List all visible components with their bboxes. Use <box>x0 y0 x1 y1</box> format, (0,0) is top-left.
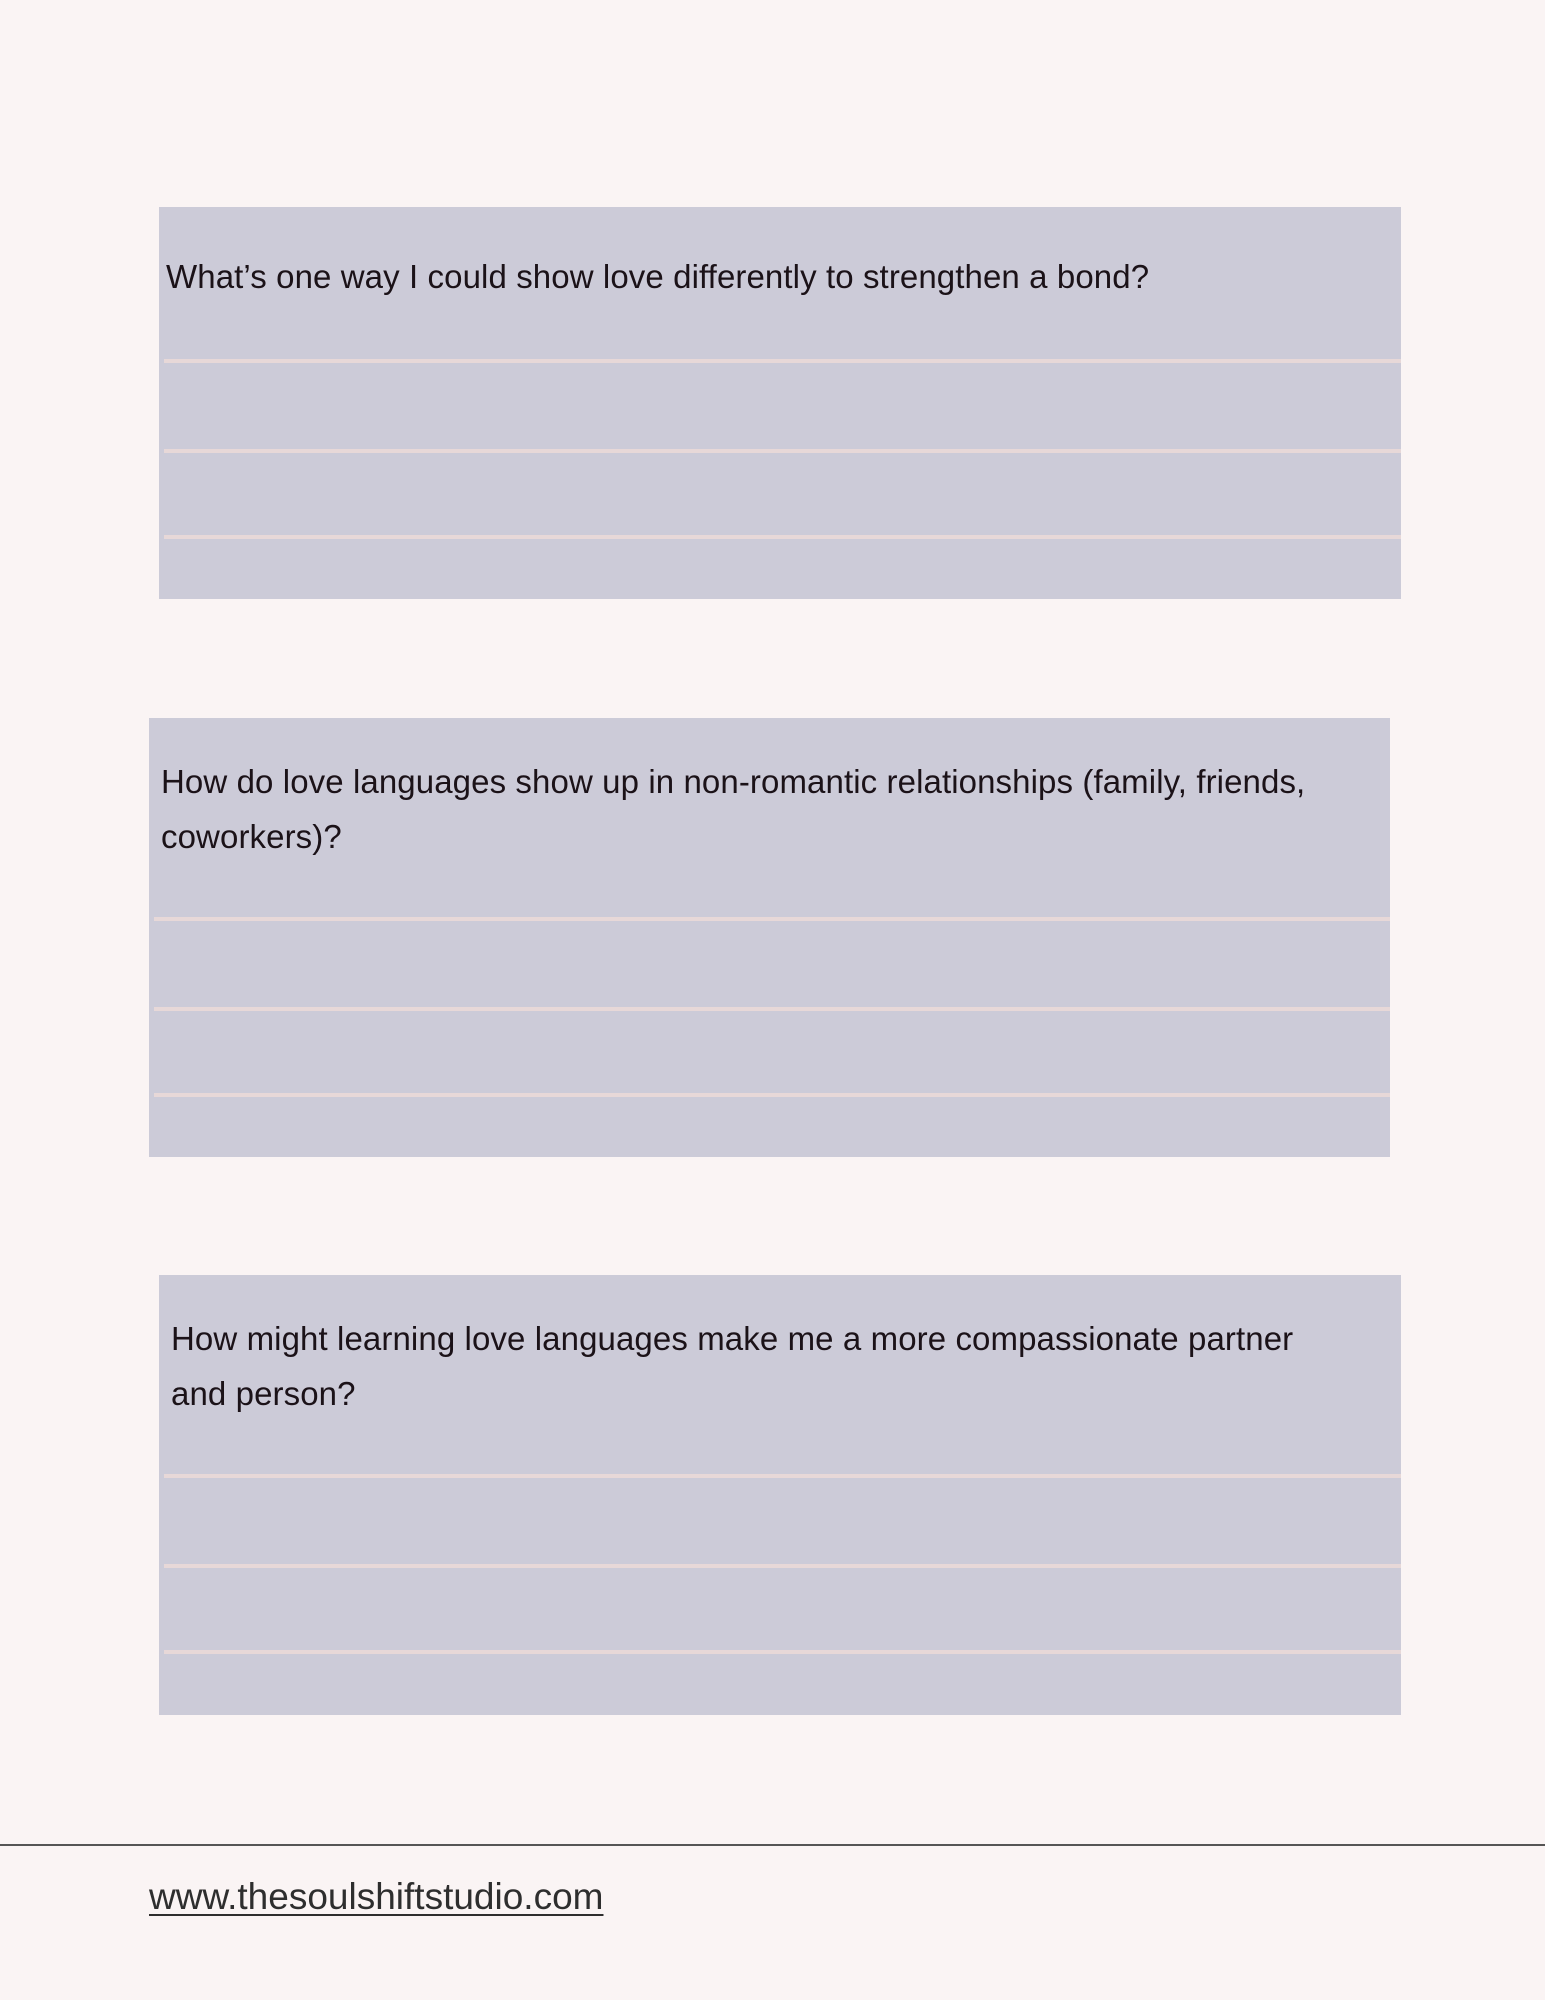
writing-line[interactable] <box>164 535 1401 539</box>
prompt-question-2: How do love languages show up in non-romantic relationships (family, friends, coworkers)? <box>161 763 1306 855</box>
prompt-question-1: What’s one way I could show love differently to strengthen a bond? <box>166 258 1150 295</box>
writing-line[interactable] <box>154 917 1390 921</box>
footer-divider <box>0 1844 1545 1846</box>
journal-prompt-box-3 <box>159 1275 1401 1715</box>
writing-line[interactable] <box>154 1093 1390 1097</box>
footer-website-link[interactable]: www.thesoulshiftstudio.com <box>149 1876 604 1917</box>
writing-line[interactable] <box>164 449 1401 453</box>
writing-line[interactable] <box>164 1474 1401 1478</box>
writing-line[interactable] <box>164 1650 1401 1654</box>
journal-prompt-box-2 <box>149 718 1390 1157</box>
writing-line[interactable] <box>154 1007 1390 1011</box>
journal-prompt-box-1 <box>159 207 1401 599</box>
prompt-question-3: How might learning love languages make me a more compassionate partner and person? <box>171 1320 1294 1412</box>
writing-line[interactable] <box>164 1564 1401 1568</box>
writing-line[interactable] <box>164 359 1401 363</box>
